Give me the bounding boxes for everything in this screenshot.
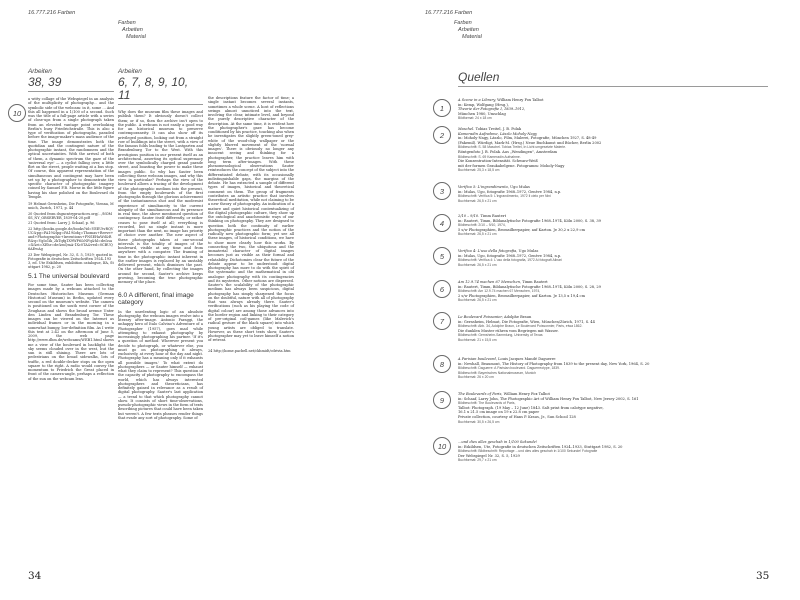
source-number-circle xyxy=(433,312,451,330)
source-number: 9 xyxy=(439,395,445,405)
source-line: Bildbeschrift: Bayerisches Nationalmuseum, Munich xyxy=(458,370,537,375)
sources-heading-text: Quellen xyxy=(458,70,500,84)
source-title: Maschel. xyxy=(458,127,475,131)
source-title: A Parisian boulevard, xyxy=(458,357,497,361)
section-title: 5.1 The universal boulevard xyxy=(28,272,110,280)
source-line: in: Rautert, Timm, Bildanalytische Fotografie 1968–1974, Köln 2000, S. 28, 29 xyxy=(458,284,601,289)
source-line: 16.1 x 21.5 cm image on 19 x 22.8 cm paper xyxy=(458,410,540,415)
source-size: Bildformat: 24 x 18 cm xyxy=(458,116,492,121)
running-title-right: 16.777.216 Farben xyxy=(425,10,473,16)
source-size: Buchformat: 25,3 x 18,5 cm xyxy=(458,168,500,173)
nav-item: Farben xyxy=(454,20,472,26)
source-line: Bildbeschrift: S. 69 Kameradin Aufnahme. xyxy=(458,154,521,159)
source-number: 6 xyxy=(439,284,445,294)
source-line: 5 s/w Photographien, Bromsilberpapier, auf Karton. Je 30,2 x 22,9 cm xyxy=(458,227,585,232)
source-number-circle xyxy=(433,182,451,200)
source-entry xyxy=(458,315,768,343)
source-line: Talbot: Photograph. (19 May – 12 June) 1843. Salt print from calotype negative, xyxy=(458,405,604,410)
source-size: Buchformat: 26 x 20 cm xyxy=(458,375,494,380)
source-number-circle xyxy=(433,247,451,265)
source-title: The Boulevards of Paris, xyxy=(458,392,503,396)
body-text: the descriptions feature the factor of time; a single instant becomes several instants, sometimes a whole scene. A host of reflections swings almost unnoticed into the text, involving the clear, intimate level, and beyond the purely descriptive character of the description. At the same time, it is evident how the photographer's gaze has become conditioned by his practice, touching also when he investigates the slightly green-toned grey-white of the wood-chip wallpaper or the slightly blurred movement of the 'normal images'. There is obviously no longer any innocent seeing and thinking for a photographer, the practice leaves him with long term after-images. With these phenomenological observations Sauter reintroduces the concept of the subject into the differentiated debate, with its occasionally indistinguishable gaps, the margins of the debate. He has extracted a sample of different types of images, historical and theoretical comment on them. The group of fragments contributes an artistic practice that involves theoretical meditation, while not claiming to be a new theory of photography. An indication of a mature and quiet historical contextualizing of the digital photographic culture, they show up the ontological and anachronistic ways of our thinking on photography. They are designed to question both the continuity of earlier photographic practices and the notion of the radically new photographic form; yet see all these images, of historical conditions, we have to show more clearly how this works. By connecting the two, the ubiquitous and the immaterial character of digital images becomes just as visible as their formal and relatability. Dichotomies clear the future of the debate appear to be understood: digital photography has more to do with the spirit of the systematic and the mathematical in old analogue photography with its contingencies and its mysteries. Other notions are dispersed. Sauter's the scalability of the photographic medium has always been suspicious, digital photography has simply sharpened the focus on the doubtful, nature with all of photography that was always already there. Sauter's verifications (such as his playing the code of digital colour) are among those advances into the border region and linking to their category of pre-original coil-games (like Malevich's radical gesture of the black square) into which young artists are obliged to translate. However, as these short texts show, Sauter's photographer may yet to leave himself a notion of retreat. xyxy=(208,96,294,343)
marker-number: 10 xyxy=(12,108,22,118)
source-line: in: Mulas, Ugo, fotografie 1968–1972, Genève 1984, n.p. xyxy=(458,189,562,194)
source-size: Buchformat: 29,7 x 21 cm xyxy=(458,458,497,463)
source-number-circle xyxy=(433,126,451,144)
source-line: Bildbeschrift: Daguerre: A Parisian boulevard. Daguerreotype, 1839. xyxy=(458,366,560,371)
running-title-left: 16.777.216 Farben xyxy=(28,10,76,16)
source-line: Bildbeschrift: Verifica 4: L'uso della fotografia, 1972 Ai fotografi Alinari xyxy=(458,258,562,263)
source-author: Timm Rautert xyxy=(522,280,548,284)
source-title: 2/10 – 9/10. xyxy=(458,214,480,218)
source-line: in: Kemp, Wolfgang (Hrsg.), xyxy=(458,102,509,107)
source-title: Am 12.9.74 machen 67 Menschen, xyxy=(458,280,522,284)
source-line: Bildbeschrift: Bildbeschrift: Reportage ...und dies alles geschah in 1/100 Sekunde! Fotografie xyxy=(458,449,598,454)
footnote: 24 http://home.pacbell.net/ckhmidt/cdrivia.htm xyxy=(208,348,291,353)
source-number-circle xyxy=(433,280,451,298)
source-number-circle xyxy=(433,214,451,232)
body-text: Why does the museum film these images and publish them? It obviously doesn't collect them; or if so, then the archive isn't open to the public. A webcam is not easily a good way for an historical museum to preserve contemporaneity. It can also show off its privileged position, looking out from a straight row of buildings into the street, with a view of the famous folds leading to the Lustgarten and Brandenburg Tor to the West. With this prestigious position in our present itself as an architectural, asserting its optical supremacy over the symbolically charged grand parade street, and boasting the power to make these images public. So why has Sauter been collecting these webcam images, and why this view in particular? Perhaps the view of the boulevard allows a tracing of the development of the photographic medium into the present, from the empty boulevards of the first photographs through the glorious achievement of the instantaneous shot and the modernist experience of simultaneity to the current ubiquity of the simultaneous and its presence in real time, the above mentioned question of contingency. Sauter itself differently, or rather ceases to pose itself at all; everything is recorded, but no single instant is more important than the next, no image has priority of choice over another. The new aspect of these photographs taken at one-second intervals is the totality of images of the boulevard, visible at any time and from anywhere with a computer. The framing of time in the photographic instant inherent in the earlier images is replaced by an unstably delivered present, which dismisses the past. On the other hand, by collecting the images around for second, Sauter's archive keeps growing, becoming the true photographic memory of the place. xyxy=(118,110,203,284)
source-number: 4 xyxy=(439,218,445,228)
source-line: München 1980, Umschlag xyxy=(458,111,506,116)
source-number-circle xyxy=(433,355,451,373)
source-author: Louis Jacques Mandé Daguerre xyxy=(498,357,556,361)
source-line: 2 s/w Photographien, Bromsilberpapier, auf Karton. Je 13,5 x 19,4 cm xyxy=(458,293,585,298)
works-label: Arbeiten xyxy=(118,68,142,75)
source-author: Ugo Mulas xyxy=(510,185,530,189)
source-entry xyxy=(458,214,768,237)
nav-item: Arbeiten xyxy=(122,27,143,33)
source-number: 10 xyxy=(437,441,447,451)
works-numbers-text: 6, 7, 8, 9, 10, 11 xyxy=(118,75,189,102)
works-numbers-text: 38, 39 xyxy=(28,75,62,89)
source-line: Bildbeschrift: S. 58 Maschel. Tobias Treitel, In Licht umgesetzte Materie. xyxy=(458,145,567,150)
source-number: 3 xyxy=(439,186,445,196)
source-line: Die Konzentration-Intensität. Schwarz-Weiß xyxy=(458,159,538,164)
source-line: in: Rautert, Timm, Bildanalytische Fotografie 1968–1974, Köln 2000, S. 38, 39 xyxy=(458,218,601,223)
source-size: Buchformat: 26,5 x 21 cm xyxy=(458,198,497,203)
source-number: 1 xyxy=(439,103,445,113)
source-line: Bildbeschrift: 2/10 – 9/10, 1974, xyxy=(458,223,506,228)
footnote: 23 Der Webspiegel, Nr. 32, S. 5, 1929; quoted in Fotografie in deutschen Zeitschriften 1924–1933, ed. Ute Eskildsen, exhibition catalogue, IfA, Stuttgart 1982, p. 20 xyxy=(28,252,114,269)
source-title: Verifica 5: L'ingrandimento, xyxy=(458,185,509,189)
source-size: Buchformat: 26,5 x 21 cm xyxy=(458,298,497,303)
source-line: in: Moholy-Nagy, Lászlo, Film, Malerei, Fotografie, München 1927, S. 48-49 xyxy=(458,136,597,141)
source-line: in: Gernsheim, Helmut, Die Fotografie, Wien, München/Zürich, 1971, S. 44 xyxy=(458,319,595,324)
footnote: 19 Helmut Gernsheim, Die Fotografie, Vienna, Munich, Zurich, 1971, p. 44 xyxy=(28,202,114,211)
source-entry xyxy=(458,98,768,121)
source-line: Bildbeschrift: The Boulevards of Paris, xyxy=(458,401,516,406)
source-size: Buchformat: 21 x 15,5 cm xyxy=(458,337,497,342)
source-line: mit der formen Graukabelgene. Fotogramm: Moholy-Nagy xyxy=(458,163,565,168)
footnote: 21 Quoted from: Larry J. Schaaf, p. 96 xyxy=(28,221,95,226)
source-line: Bildbeschrift: Am 12.9.74 machen 67 Menschen, 1974, xyxy=(458,289,541,294)
source-line: in: Mulas, Ugo, fotografie 1968–1972, Genève 1984, n.p. xyxy=(458,253,562,258)
source-author: William Henry Fox Talbot xyxy=(497,98,544,102)
source-number-circle xyxy=(433,437,451,455)
source-line: in: Eskildsen, Ute, Fotografie in deutschen Zeitschriften 1924–1933, Stuttgart 1982, S. 20 xyxy=(458,444,623,449)
footnote: 20 Quoted from dsgncntrypractices.org/.../NOMSS_NY_OBSERVER_1839-04-20.pdf xyxy=(28,211,113,220)
source-line: Private collection, courtesy of Hans P. Kraus, Jr., Sun School 128 xyxy=(458,414,576,419)
source-entry xyxy=(458,127,768,173)
source-line: Bildbeschrift: Gernsheim-Sammlung, University of Texas xyxy=(458,333,543,338)
source-size: Buchformat: 26,5 x 21 cm xyxy=(458,262,497,267)
source-entry xyxy=(458,392,768,424)
source-number: 2 xyxy=(439,130,445,140)
section-title: 6.0 A different, final image category xyxy=(118,292,194,307)
source-title: A Scene in a Library, xyxy=(458,98,496,102)
source-size: Buchformat: 30,5 x 26,5 cm xyxy=(458,419,500,424)
source-line: Kameradin Aufnahme, Lászlo Moholy-Nagy xyxy=(458,131,538,136)
source-entry xyxy=(458,357,768,380)
nav-item: Material xyxy=(462,34,482,40)
nav-item: Arbeiten xyxy=(458,27,479,33)
source-author: William Henry Fox Talbot xyxy=(503,392,550,396)
source-line: in: Schaaf, Larry John, The Photographic Art of William Henry Fox Talbot, New Jersey 2002, S. 161 xyxy=(458,396,639,401)
source-line: Die dunklen Muster rühren vom Begriegen mit Wasser. xyxy=(458,328,559,333)
source-author: Timm Rautert xyxy=(480,214,507,218)
source-size: Buchformat: 26,5 x 21 cm xyxy=(458,232,497,237)
source-entry xyxy=(458,440,768,463)
source-line: Der Webspiegel Nr. 32, S. 5, 1929 xyxy=(458,453,520,458)
source-entry xyxy=(458,249,768,267)
source-line: Theorie der Fotografie I, 1839–1912, xyxy=(458,107,526,112)
source-title: ...und dies alles geschah in 1/100 Sekunde! xyxy=(458,440,538,444)
body-text: a witty collage of the Webspiegel in an analysis of the multiplicity of photography... and the symbolic side of the webcam: in it, some ... And this all happened in a 1/100 of a second. Such was the title of a full-page article with a series of close-ups from a single photograph taken from an elevated vantage point overlooking Berlin's busy Friedrichstraße. This is also a type of verification of photographs, paraded before the image-maker's mass audience of the time. The image demonstrates both the quotidian and the contingent nature of the photographic instant, the randomness and the optical uncertainties. With the arrival of both of them, a dynamic spectrum the gaze of the 'universal eye' — a cyclist falling over, a little flirt on the street, people waiting at a bus stop. Of course, this apparent representation of the simultaneous and contingent may have been set up by a photographer to demonstrate the specific character of photographic imagery coined by Samuel F.B. Morse in the little figure having his shoe polished on the Boulevard du Temple. xyxy=(28,97,114,199)
source-number: 8 xyxy=(439,359,445,369)
page-number-right: 35 xyxy=(756,570,770,582)
source-entry xyxy=(458,280,768,303)
source-line: Röntgenfoto J. B. Polak. Aus „Wendingen", Amsterdam xyxy=(458,149,558,154)
page-number-left: 34 xyxy=(28,570,42,582)
source-line: Bildbeschrift: Abb. 34, Adolphe Braun, Le Boulevard Poissonnier, Paris, etwa 1862. xyxy=(458,324,583,329)
source-line: in: Newhall, Beaumont, The History of Photography from 1839 to the present day, New York, 1964, S. 20 xyxy=(458,361,650,366)
source-line: Bildbeschrift: Verifica 5: L'ingrandimento, 1972 Il cielo per Nini xyxy=(458,194,551,199)
source-line: (Fakemil). Würdigt, Mark-M. (Hrsg.) Neue Buchkunst und Bücher, Berlin 2002 xyxy=(458,140,602,145)
nav-item: Farben xyxy=(118,20,136,26)
source-title: Le Boulevard Poissonier, xyxy=(458,315,503,319)
section-text: For some time, Sauter has been collecting images made by a webcam attached to the Deutsches Historisches Museum (German Historical Museum) in Berlin, updated every second on the museum's website. The camera is positioned on the south west corner of the Zeughaus and shows the broad avenue Unter den Linden and Brandenburg Tor. These images can be viewed on the Internet as individual frames or in the morning in a somewhat bumpy, low-definition film. As I write this text at 2:42 on the afternoon of June 5, 2009, the web page http://www.dhm.de/webcams/WEB1.html shows me a view of the boulevard in backlight: the sky seems clouded over in the west, but the sun is still shining. There are lots of pedestrians on the broad sidewalks, lots of traffic, a red double-decker stops on the open square to the right. A radio would convey the momentum to Friedrich the Great placed in front of the camera-angle, perhaps a reflection of the sun on the webcam lens. xyxy=(28,283,114,381)
source-author: Ugo Mulas xyxy=(518,249,539,253)
source-author: Tobias Treitel, J. B. Polak xyxy=(475,127,522,131)
source-number-circle xyxy=(433,391,451,409)
source-number: 7 xyxy=(439,316,445,326)
source-number-circle xyxy=(433,99,451,117)
section-text: In the unrelenting logic of an absolute photography, the webcam images evolve into a literary after-image. Antonio Paraggi, the unhappy hero of Italo Calvino's Adventure of a Photographer (1957), goes mad while attempting to exhaust photography by increasingly photographing his partner. 'If it's a question of method: Wherever present you decide to photograph, or whatever else, you must go on photographing it always, exclusively, at every hour of the day and night. Photography has a meaning only if it exhausts all possible images.' To what extent do photographers — or Sauter himself — exhaust what they claim to represent? This question of the capacity of photography to encompass the world, which has always interested photographers and theoreticians, has definitely gained in relevance as a result of digital photography. Sauter's last application — a trend to that which photography cannot show. It consists of short time-observations, pseudo-photographic views in the form of texts describing pictures that could have been taken but weren't. A few texts phrases render things that evade any sort of photography. Some of xyxy=(118,309,203,420)
source-title: Verifica 4: L'uso della fotografia, xyxy=(458,249,518,253)
source-author: Adolphe Braun xyxy=(504,315,532,319)
source-number: 5 xyxy=(439,251,445,261)
source-entry xyxy=(458,185,768,203)
nav-item: Material xyxy=(126,34,146,40)
works-label: Arbeiten xyxy=(28,68,52,75)
footnote: 22 http://books.google.de/books?id=VEEUtvRQVUC&pg=PA19&lpg=PA19&dq=Thomas+Reeve+and+Photographic+Inventions+FNSEHaWd&RR&q=VgIo1ik_2kTqfg1X9WP6&NFq&hl=de&sa=X&ei=XEhr=de&mQmA-1Xc0TA&ved=0CBUQ6AEwAg xyxy=(28,226,114,252)
